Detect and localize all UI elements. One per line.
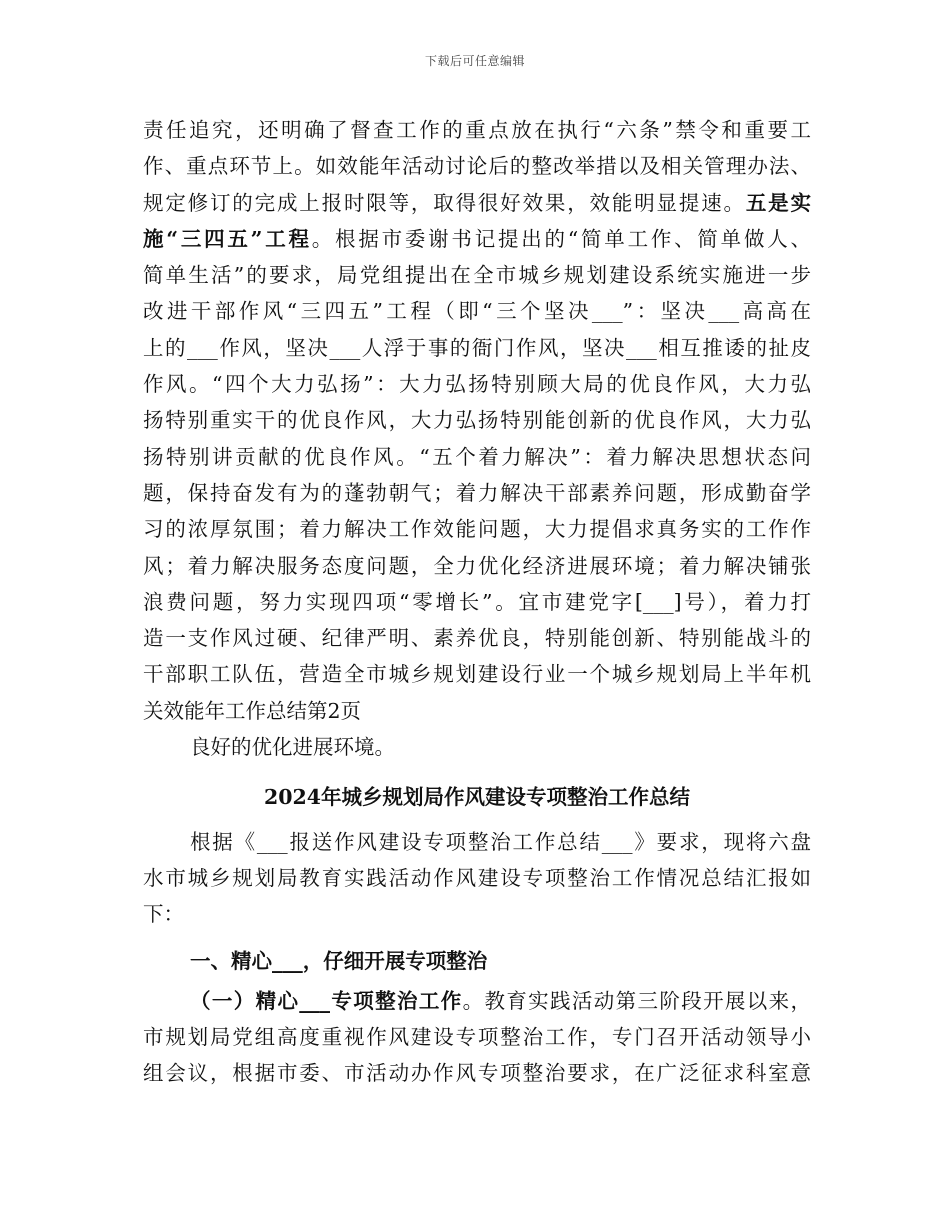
paragraph-line: 干部职工队伍，营造全市城乡规划建设行业一个城乡规划局上半年机: [143, 662, 811, 687]
paragraph-text: 。根据市委谢书记提出的“简单工作、简单做人、: [311, 226, 811, 251]
paragraph-line: 责任追究，还明确了督查工作的重点放在执行“六条”禁令和重要工: [143, 118, 811, 142]
paragraph-text: 规定修订的完成上报时限等，取得很好效果，效能明显提速。: [143, 190, 746, 215]
paragraph-line: [143, 185, 811, 221]
paragraph-line: 造一支作风过硬、纪律严明、素养优良，特别能创新、特别能战斗的: [143, 626, 811, 651]
paragraph-line: 市规划局党组高度重视作风建设专项整治工作，专门召开活动领导小: [143, 1025, 811, 1050]
paragraph-line: 扬特别讲贡献的优良作风。“五个着力解决”：着力解决思想状态问: [143, 444, 811, 469]
bold-lead-text: 施“三四五”工程: [143, 226, 312, 251]
paragraph-line: 简单生活”的要求，局党组提出在全市城乡规划建设系统实施进一步: [143, 263, 811, 288]
paragraph-line: 上的___作风，坚决___人浮于事的衙门作风，坚决___相互推诿的扯皮: [143, 335, 811, 360]
paragraph-line: [143, 221, 811, 257]
document-body: [143, 112, 811, 1092]
paragraph-text: 。教育实践活动第三阶段开展以来，: [462, 988, 812, 1013]
page-header: 下载后可任意编辑: [424, 54, 525, 68]
paragraph-line: 改进干部作风“三四五”工程（即“三个坚决___”：坚决___高高在: [143, 299, 811, 324]
paragraph-line: [143, 983, 811, 1019]
section-title: 2024年城乡规划局作风建设专项整治工作总结: [263, 785, 691, 810]
paragraph-line: 关效能年工作总结第2页: [143, 698, 362, 723]
paragraph-line: 浪费问题，努力实现四项“零增长”。宜市建党字[___]号），着力打: [143, 589, 811, 614]
paragraph-line: 根据《___报送作风建设专项整治工作总结___》要求，现将六盘: [190, 829, 811, 854]
paragraph-line: 习的浓厚氛围；着力解决工作效能问题，大力提倡求真务实的工作作: [143, 517, 811, 542]
paragraph-line: 组会议，根据市委、市活动办作风专项整治要求，在广泛征求科室意: [143, 1061, 811, 1086]
bold-lead-text: 五是实: [745, 190, 811, 215]
bold-lead-text: （一）精心___专项整治工作: [190, 988, 463, 1013]
paragraph-line: 题，保持奋发有为的蓬勃朝气；着力解决干部素养问题，形成勤奋学: [143, 480, 811, 505]
paragraph-line: 下：: [143, 902, 184, 927]
paragraph-line: 作、重点环节上。如效能年活动讨论后的整改举措以及相关管理办法、: [143, 154, 811, 179]
section-heading: 一、精心___，仔细开展专项整治: [190, 948, 488, 973]
paragraph-line: 扬特别重实干的优良作风，大力弘扬特别能创新的优良作风，大力弘: [143, 408, 811, 433]
paragraph-line: 良好的优化进展环境。: [190, 735, 395, 760]
paragraph-line: 风；着力解决服务态度问题，全力优化经济进展环境；着力解决铺张: [143, 553, 811, 578]
paragraph-line: 水市城乡规划局教育实践活动作风建设专项整治工作情况总结汇报如: [143, 865, 811, 890]
paragraph-line: 作风。“四个大力弘扬”：大力弘扬特别顾大局的优良作风，大力弘: [143, 372, 811, 397]
